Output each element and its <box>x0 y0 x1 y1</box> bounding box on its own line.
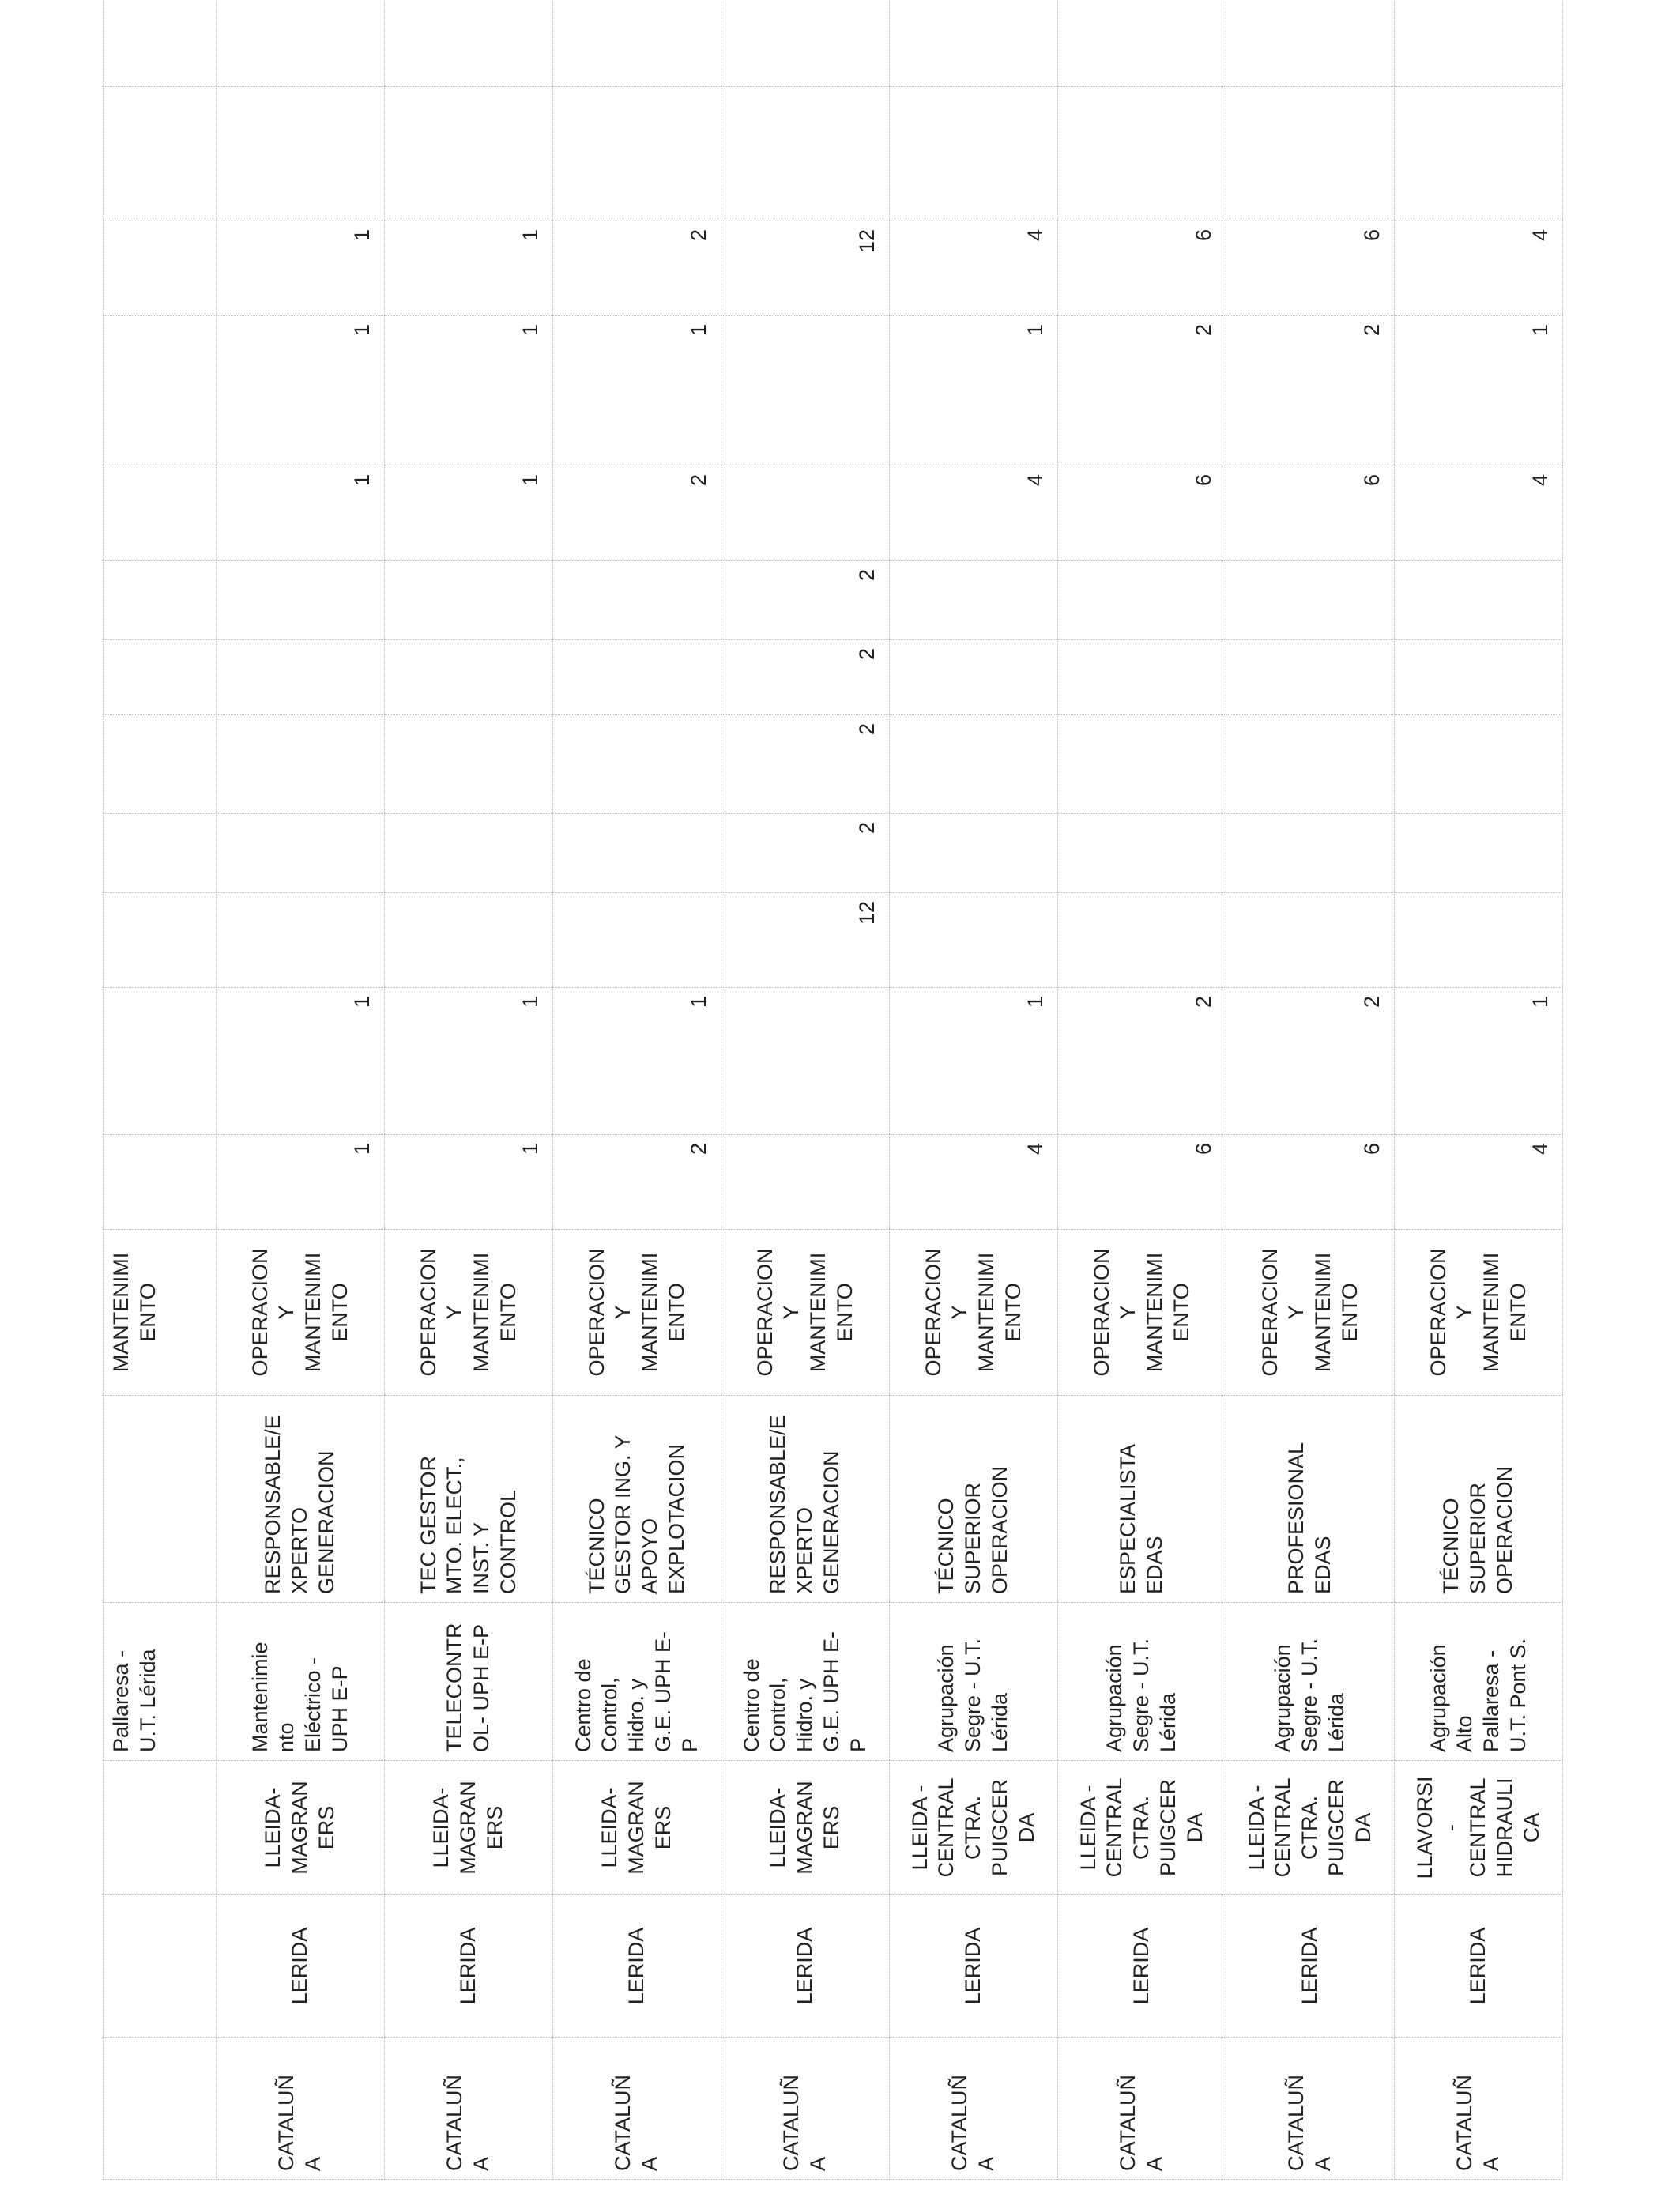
table-cell-r1-c13: 1 <box>217 466 385 561</box>
table-cell-r0-c4 <box>104 1396 217 1603</box>
table-cell-r7-c11 <box>1226 640 1395 715</box>
table-cell-r3-c5: OPERACION Y MANTENIMI ENTO <box>553 1230 721 1396</box>
table-cell-r8-c6: 4 <box>1395 1135 1563 1230</box>
table-cell-r0-c2 <box>104 1761 217 1895</box>
table-cell-r8-c13: 4 <box>1395 466 1563 561</box>
table-cell-r8-c15: 4 <box>1395 221 1563 316</box>
table-cell-r5-c15: 4 <box>890 221 1058 316</box>
table-cell-r3-c13: 2 <box>553 466 721 561</box>
table-cell-r5-c1: LERIDA <box>890 1895 1058 2038</box>
table-cell-r6-c0: CATALUÑ A <box>1058 2038 1226 2180</box>
table-cell-r1-c17 <box>217 0 385 87</box>
table-cell-r0-c11 <box>104 640 217 715</box>
table-cell-r3-c10 <box>553 715 721 814</box>
table-cell-r8-c12 <box>1395 561 1563 640</box>
table-cell-r2-c17 <box>385 0 553 87</box>
table-cell-r6-c3: Agrupación Segre - U.T. Lérida <box>1058 1603 1226 1761</box>
table-cell-r3-c3: Centro de Control, Hidro. y G.E. UPH E- P <box>553 1603 721 1761</box>
table-cell-r3-c6: 2 <box>553 1135 721 1230</box>
table-cell-r8-c10 <box>1395 715 1563 814</box>
table-cell-r2-c6: 1 <box>385 1135 553 1230</box>
table-cell-r5-c14: 1 <box>890 316 1058 466</box>
table-cell-r2-c14: 1 <box>385 316 553 466</box>
table-cell-r6-c17 <box>1058 0 1226 87</box>
table-cell-r0-c14 <box>104 316 217 466</box>
table-cell-r0-c15 <box>104 221 217 316</box>
table-cell-r1-c11 <box>217 640 385 715</box>
table-cell-r7-c15: 6 <box>1226 221 1395 316</box>
table-cell-r6-c10 <box>1058 715 1226 814</box>
table-cell-r4-c4: RESPONSABLE/E XPERTO GENERACION <box>721 1396 890 1603</box>
table-cell-r0-c0 <box>104 2038 217 2180</box>
table-cell-r5-c17 <box>890 0 1058 87</box>
table-cell-r7-c13: 6 <box>1226 466 1395 561</box>
table-cell-r3-c8 <box>553 893 721 988</box>
table-cell-r1-c10 <box>217 715 385 814</box>
table-cell-r2-c5: OPERACION Y MANTENIMI ENTO <box>385 1230 553 1396</box>
table-cell-r8-c11 <box>1395 640 1563 715</box>
table-cell-r1-c5: OPERACION Y MANTENIMI ENTO <box>217 1230 385 1396</box>
table-cell-r6-c7: 2 <box>1058 988 1226 1135</box>
table-row <box>553 0 721 2180</box>
table-rotation-frame <box>103 14 1553 2180</box>
table-cell-r6-c12 <box>1058 561 1226 640</box>
table-cell-r7-c9 <box>1226 814 1395 893</box>
table-cell-r8-c0: CATALUÑ A <box>1395 2038 1563 2180</box>
table-cell-r0-c7 <box>104 988 217 1135</box>
table-cell-r1-c2: LLEIDA- MAGRAN ERS <box>217 1761 385 1895</box>
table-cell-r5-c4: TÉCNICO SUPERIOR OPERACION <box>890 1396 1058 1603</box>
table-cell-r3-c7: 1 <box>553 988 721 1135</box>
table-cell-r3-c12 <box>553 561 721 640</box>
table-cell-r5-c3: Agrupación Segre - U.T. Lérida <box>890 1603 1058 1761</box>
table-cell-r7-c0: CATALUÑ A <box>1226 2038 1395 2180</box>
table-cell-r1-c0: CATALUÑ A <box>217 2038 385 2180</box>
table-cell-r4-c16 <box>721 87 890 221</box>
table-cell-r3-c11 <box>553 640 721 715</box>
table-cell-r6-c14: 2 <box>1058 316 1226 466</box>
table-cell-r3-c4: TÉCNICO GESTOR ING. Y APOYO EXPLOTACION <box>553 1396 721 1603</box>
table-cell-r6-c4: ESPECIALISTA EDAS <box>1058 1396 1226 1603</box>
table-cell-r2-c8 <box>385 893 553 988</box>
table-row <box>721 0 890 2180</box>
table-cell-r6-c11 <box>1058 640 1226 715</box>
table-row <box>890 0 1058 2180</box>
table-cell-r2-c10 <box>385 715 553 814</box>
table-cell-r6-c8 <box>1058 893 1226 988</box>
table-cell-r1-c9 <box>217 814 385 893</box>
table-cell-r4-c15: 12 <box>721 221 890 316</box>
table-cell-r2-c12 <box>385 561 553 640</box>
table-cell-r7-c6: 6 <box>1226 1135 1395 1230</box>
table-cell-r0-c6 <box>104 1135 217 1230</box>
table-body <box>104 0 1563 2180</box>
table-cell-r2-c7: 1 <box>385 988 553 1135</box>
table-cell-r4-c5: OPERACION Y MANTENIMI ENTO <box>721 1230 890 1396</box>
table-row <box>217 0 385 2180</box>
table-cell-r4-c2: LLEIDA- MAGRAN ERS <box>721 1761 890 1895</box>
table-cell-r7-c12 <box>1226 561 1395 640</box>
table-cell-r4-c3: Centro de Control, Hidro. y G.E. UPH E- P <box>721 1603 890 1761</box>
table-cell-r6-c5: OPERACION Y MANTENIMI ENTO <box>1058 1230 1226 1396</box>
table-cell-r5-c16 <box>890 87 1058 221</box>
table-cell-r8-c7: 1 <box>1395 988 1563 1135</box>
table-cell-r1-c3: Mantenimie nto Eléctrico - UPH E-P <box>217 1603 385 1761</box>
table-cell-r6-c2: LLEIDA - CENTRAL CTRA. PUIGCER DA <box>1058 1761 1226 1895</box>
table-row <box>104 0 217 2180</box>
table-cell-r8-c3: Agrupación Alto Pallaresa - U.T. Pont S. <box>1395 1603 1563 1761</box>
table-cell-r5-c9 <box>890 814 1058 893</box>
table-cell-r1-c4: RESPONSABLE/E XPERTO GENERACION <box>217 1396 385 1603</box>
table-cell-r2-c1: LERIDA <box>385 1895 553 2038</box>
table-cell-r3-c17 <box>553 0 721 87</box>
table-cell-r0-c5: MANTENIMI ENTO <box>104 1230 217 1396</box>
table-cell-r6-c1: LERIDA <box>1058 1895 1226 2038</box>
table-cell-r5-c5: OPERACION Y MANTENIMI ENTO <box>890 1230 1058 1396</box>
table-cell-r3-c14: 1 <box>553 316 721 466</box>
table-cell-r8-c16 <box>1395 87 1563 221</box>
table-cell-r2-c2: LLEIDA- MAGRAN ERS <box>385 1761 553 1895</box>
table-cell-r4-c14 <box>721 316 890 466</box>
table-cell-r5-c6: 4 <box>890 1135 1058 1230</box>
table-cell-r5-c7: 1 <box>890 988 1058 1135</box>
table-cell-r0-c8 <box>104 893 217 988</box>
table-cell-r3-c15: 2 <box>553 221 721 316</box>
table-cell-r0-c10 <box>104 715 217 814</box>
table-row <box>1058 0 1226 2180</box>
table-cell-r0-c1 <box>104 1895 217 2038</box>
table-cell-r4-c11: 2 <box>721 640 890 715</box>
table-cell-r1-c7: 1 <box>217 988 385 1135</box>
table-cell-r8-c17 <box>1395 0 1563 87</box>
table-cell-r0-c13 <box>104 466 217 561</box>
table-cell-r3-c0: CATALUÑ A <box>553 2038 721 2180</box>
table-cell-r7-c7: 2 <box>1226 988 1395 1135</box>
table-cell-r2-c9 <box>385 814 553 893</box>
table-cell-r3-c16 <box>553 87 721 221</box>
table-cell-r3-c9 <box>553 814 721 893</box>
table-cell-r0-c17 <box>104 0 217 87</box>
table-cell-r6-c16 <box>1058 87 1226 221</box>
table-cell-r7-c3: Agrupación Segre - U.T. Lérida <box>1226 1603 1395 1761</box>
table-cell-r7-c2: LLEIDA - CENTRAL CTRA. PUIGCER DA <box>1226 1761 1395 1895</box>
table-cell-r4-c12: 2 <box>721 561 890 640</box>
table-row <box>1395 0 1563 2180</box>
table-cell-r4-c8: 12 <box>721 893 890 988</box>
table-cell-r8-c9 <box>1395 814 1563 893</box>
table-cell-r3-c1: LERIDA <box>553 1895 721 2038</box>
table-cell-r2-c3: TELECONTR OL- UPH E-P <box>385 1603 553 1761</box>
table-cell-r4-c10: 2 <box>721 715 890 814</box>
table-cell-r1-c15: 1 <box>217 221 385 316</box>
table-cell-r5-c10 <box>890 715 1058 814</box>
table-cell-r1-c8 <box>217 893 385 988</box>
table-cell-r1-c1: LERIDA <box>217 1895 385 2038</box>
table-cell-r5-c11 <box>890 640 1058 715</box>
table-cell-r5-c8 <box>890 893 1058 988</box>
table-cell-r2-c11 <box>385 640 553 715</box>
table-cell-r1-c6: 1 <box>217 1135 385 1230</box>
table-cell-r2-c0: CATALUÑ A <box>385 2038 553 2180</box>
table-cell-r6-c9 <box>1058 814 1226 893</box>
table-cell-r0-c9 <box>104 814 217 893</box>
table-cell-r6-c13: 6 <box>1058 466 1226 561</box>
table-cell-r5-c2: LLEIDA - CENTRAL CTRA. PUIGCER DA <box>890 1761 1058 1895</box>
table-cell-r2-c13: 1 <box>385 466 553 561</box>
table-cell-r0-c16 <box>104 87 217 221</box>
table-cell-r3-c2: LLEIDA- MAGRAN ERS <box>553 1761 721 1895</box>
table-cell-r1-c12 <box>217 561 385 640</box>
table-cell-r7-c1: LERIDA <box>1226 1895 1395 2038</box>
staffing-table <box>103 0 1563 2180</box>
table-cell-r4-c13 <box>721 466 890 561</box>
table-cell-r4-c7 <box>721 988 890 1135</box>
table-cell-r6-c15: 6 <box>1058 221 1226 316</box>
table-cell-r4-c17 <box>721 0 890 87</box>
table-cell-r4-c1: LERIDA <box>721 1895 890 2038</box>
table-cell-r1-c14: 1 <box>217 316 385 466</box>
table-cell-r1-c16 <box>217 87 385 221</box>
table-cell-r8-c5: OPERACION Y MANTENIMI ENTO <box>1395 1230 1563 1396</box>
table-cell-r5-c0: CATALUÑ A <box>890 2038 1058 2180</box>
table-cell-r6-c6: 6 <box>1058 1135 1226 1230</box>
table-cell-r0-c12 <box>104 561 217 640</box>
table-cell-r7-c14: 2 <box>1226 316 1395 466</box>
table-cell-r8-c14: 1 <box>1395 316 1563 466</box>
table-cell-r2-c15: 1 <box>385 221 553 316</box>
table-cell-r7-c8 <box>1226 893 1395 988</box>
table-cell-r5-c12 <box>890 561 1058 640</box>
table-cell-r7-c5: OPERACION Y MANTENIMI ENTO <box>1226 1230 1395 1396</box>
table-cell-r2-c16 <box>385 87 553 221</box>
table-cell-r8-c2: LLAVORSI - CENTRAL HIDRAULI CA <box>1395 1761 1563 1895</box>
table-cell-r8-c8 <box>1395 893 1563 988</box>
table-cell-r4-c6 <box>721 1135 890 1230</box>
table-cell-r5-c13: 4 <box>890 466 1058 561</box>
table-cell-r2-c4: TEC GESTOR MTO. ELECT., INST. Y CONTROL <box>385 1396 553 1603</box>
table-cell-r7-c17 <box>1226 0 1395 87</box>
table-row <box>385 0 553 2180</box>
table-cell-r7-c10 <box>1226 715 1395 814</box>
table-cell-r8-c4: TÉCNICO SUPERIOR OPERACION <box>1395 1396 1563 1603</box>
table-cell-r0-c3: Pallaresa - U.T. Lérida <box>104 1603 217 1761</box>
table-cell-r4-c0: CATALUÑ A <box>721 2038 890 2180</box>
table-cell-r8-c1: LERIDA <box>1395 1895 1563 2038</box>
table-row <box>1226 0 1395 2180</box>
table-cell-r4-c9: 2 <box>721 814 890 893</box>
table-cell-r7-c4: PROFESIONAL EDAS <box>1226 1396 1395 1603</box>
table-cell-r7-c16 <box>1226 87 1395 221</box>
